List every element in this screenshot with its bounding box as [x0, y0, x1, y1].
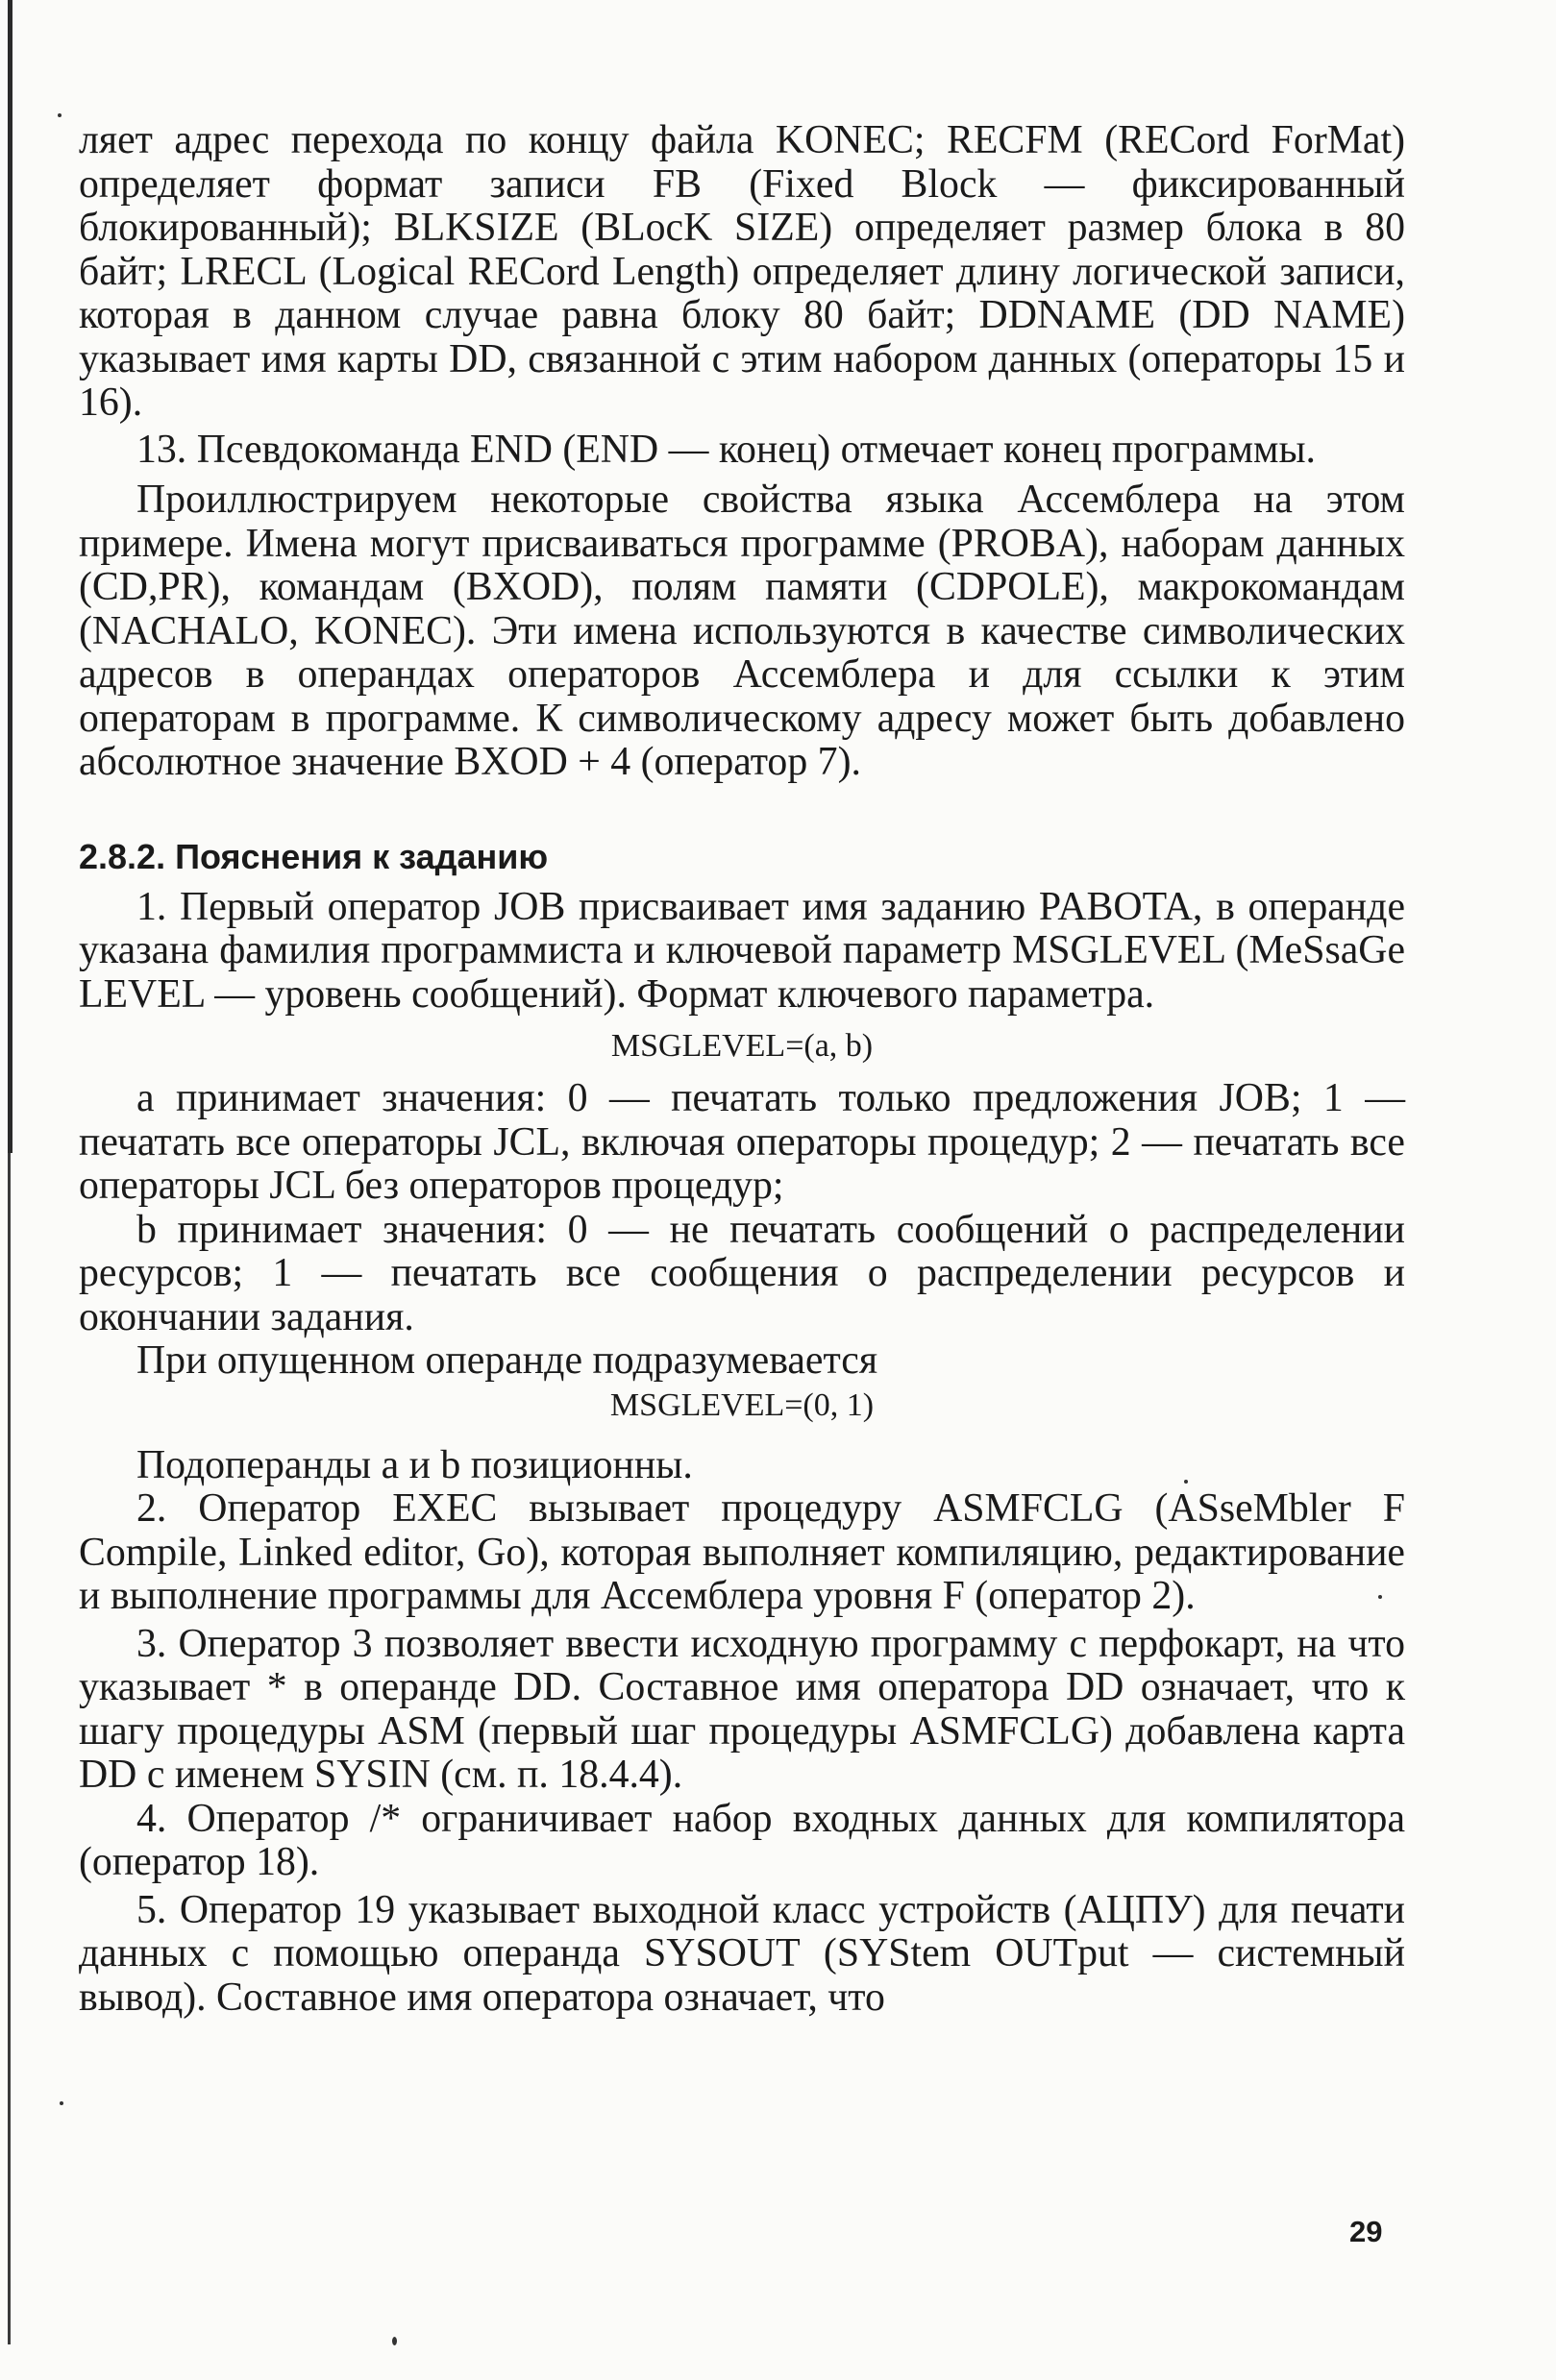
- item-1-paragraph: 1. Первый оператор JOB присваивает имя заданию PABOTA, в операнде указана фамилия программиста и ключевой параметр MSGLEVEL (MeSsaGe LEVEL — уровень сообщений). Формат ключевого параметра.: [79, 884, 1405, 1017]
- intro-paragraph: ляет адрес перехода по концу файла KONEC; RECFM (RECord ForMat) определяет формат записи FB (Fixed Block — фиксированный блокированный); BLKSIZE (BLocK SIZE) определяет размер блока в 80 байт; LRECL (Logical RECord Length) определяет длину логической записи, которая в данном случае равна блоку 80 байт; DDNAME (DD NAME) указывает имя карты DD, связанной с этим набором данных (операторы 15 и 16).: [79, 118, 1405, 425]
- scan-speck: [58, 113, 62, 117]
- msglevel-formula: MSGLEVEL=(a, b): [610, 1028, 874, 1064]
- item-5-paragraph: 5. Оператор 19 указывает выходной класс устройств (АЦПУ) для печати данных с помощью операнда SYSOUT (SYStem OUTput — системный вывод). Составное имя оператора означает, что: [79, 1887, 1405, 2020]
- item-4-paragraph: 4. Оператор /* ограничивает набор входных данных для компилятора (оператор 18).: [79, 1796, 1405, 1884]
- msglevel-default-formula: MSGLEVEL=(0, 1): [609, 1386, 875, 1423]
- scan-speck: [60, 2101, 63, 2105]
- item-13-paragraph: 13. Псевдокоманда END (END — конец) отмечает конец программы.: [136, 427, 1317, 472]
- binding-edge-lower: [8, 1153, 11, 2344]
- section-heading: 2.8.2. Пояснения к заданию: [79, 836, 549, 876]
- page-body: [79, 119, 1405, 2020]
- illustrate-paragraph: Проиллюстрируем некоторые свойства языка Ассемблера на этом примере. Имена могут присваиваться программе (PROBA), наборам данных (CD,PR), командам (BXOD), полям памяти (CDPOLE), макрокомандам (NACHALO, KONEC). Эти имена используются в качестве символических адресов в операндах операторов Ассемблера и для ссылки к этим операторам в программе. К символическому адресу может быть добавлено абсолютное значение BXOD + 4 (оператор 7).: [79, 478, 1405, 784]
- item-3-paragraph: 3. Оператор 3 позволяет ввести исходную программу с перфокарт, на что указывает * в операнде DD. Составное имя оператора DD означает, что к шагу процедуры ASM (первый шаг процедуры ASMFCLG) добавлена карта DD с именем SYSIN (см. п. 18.4.4).: [79, 1621, 1405, 1797]
- param-b-paragraph: b принимает значения: 0 — не печатать сообщений о распределении ресурсов; 1 — печатать все сообщения о распределении ресурсов и окончании задания.: [79, 1207, 1405, 1339]
- binding-edge: [8, 0, 12, 1153]
- page-number: 29: [1349, 2215, 1383, 2248]
- suboperands-line: Подоперанды a и b позиционны.: [136, 1442, 693, 1487]
- param-a-paragraph: a принимает значения: 0 — печатать только предложения JOB; 1 — печатать все операторы JCL, включая операторы процедур; 2 — печатать все операторы JCL без операторов процедур;: [79, 1076, 1405, 1208]
- item-2-paragraph: 2. Оператор EXEC вызывает процедуру ASMFCLG (ASseMbler F Compile, Linked editor, Go), которая выполняет компиляцию, редактирование и выполнение программы для Ассемблера уровня F (оператор 2).: [79, 1486, 1405, 1618]
- scan-speck: [392, 2337, 397, 2345]
- omitted-operand-line: При опущенном операнде подразумевается: [136, 1338, 878, 1383]
